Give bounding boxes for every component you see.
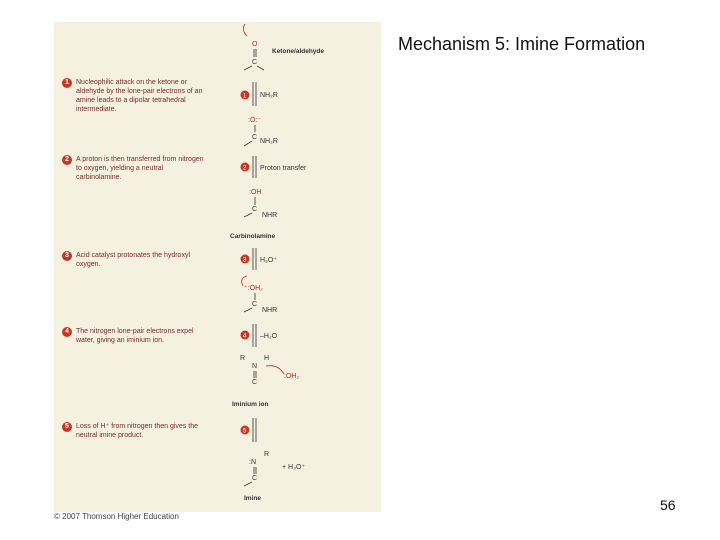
atom-o-ketone: O (252, 41, 258, 48)
label-carbinolamine: Carbinolamine (230, 233, 276, 240)
curved-arrow-1 (243, 24, 247, 36)
atom-c-imine: C (252, 475, 258, 482)
reagent-4: –H₂O (260, 333, 278, 340)
slide-title: Mechanism 5: Imine Formation (398, 34, 646, 54)
reagent-3: H₃O⁺ (260, 257, 278, 264)
atom-c-ketone: C (252, 59, 258, 66)
bond (244, 308, 252, 312)
copyright-notice: © 2007 Thomson Higher Education (54, 512, 179, 521)
step-marker-5-num: 5 (243, 428, 247, 435)
atom-h-iminium: H (264, 355, 270, 362)
atom-oh: :OH (249, 189, 262, 196)
atom-n-iminium: N (252, 363, 258, 370)
step-2-badge: 2 (62, 155, 72, 165)
bond (244, 66, 252, 70)
reagent-2: Proton transfer (260, 165, 307, 172)
step-3-badge: 3 (62, 251, 72, 261)
atom-nhr-carb: NHR (262, 212, 278, 219)
atom-r-imine: R (264, 451, 270, 458)
atom-oh2-plus: ⁺:OH₂ (244, 285, 263, 292)
step-marker-1-num: 1 (243, 93, 247, 100)
step-5-badge: 5 (62, 422, 72, 432)
step-marker-4-num: 4 (243, 333, 247, 340)
bond (257, 66, 264, 70)
bond (244, 213, 252, 217)
atom-c-int: C (252, 134, 258, 141)
bond (244, 482, 252, 486)
page-number: 56 (660, 497, 676, 513)
atom-c-carb: C (252, 206, 258, 213)
atom-nh2r-int: NH₂R (260, 138, 278, 145)
mechanism-figure (54, 22, 381, 512)
label-ketone: Ketone/aldehyde (272, 48, 325, 55)
atom-n-imine: :N (249, 459, 256, 466)
step-1-badge: 1 (62, 78, 72, 88)
reagent-1: NH₂R (260, 92, 278, 99)
step-4-badge: 4 (62, 327, 72, 337)
curved-arrow-4 (266, 366, 284, 374)
label-iminium: Iminium ion (232, 401, 269, 408)
step-4-text: The nitrogen lone-pair electrons expel water, giving an iminium ion. (76, 328, 194, 344)
label-imine: Imine (244, 495, 261, 502)
step-2-text: A proton is then transferred from nitrogen to oxygen, yielding a neutral carbinolamine. (76, 156, 204, 181)
atom-oh2-leaving: :OH₂ (284, 373, 300, 380)
bond (244, 141, 252, 146)
step-3-text: Acid catalyst protonates the hydroxyl oxygen. (76, 252, 191, 268)
imine-byproduct: + H₃O⁺ (282, 464, 306, 471)
step-1-text: Nucleophilic attack on the ketone or aldehyde by the lone-pair electrons of an amine leads to a dipolar tetrahedral intermediate. (76, 79, 203, 113)
atom-c-prot: C (252, 301, 258, 308)
atom-r-iminium: R (240, 355, 246, 362)
step-marker-3-num: 3 (243, 257, 247, 264)
step-5-text: Loss of H⁺ from nitrogen then gives the neutral imine product. (76, 423, 198, 439)
atom-c-iminium: C (252, 379, 258, 386)
step-marker-2-num: 2 (243, 165, 247, 172)
atom-nhr-prot: NHR (262, 307, 278, 314)
atom-o-minus: :O:⁻ (248, 117, 262, 124)
